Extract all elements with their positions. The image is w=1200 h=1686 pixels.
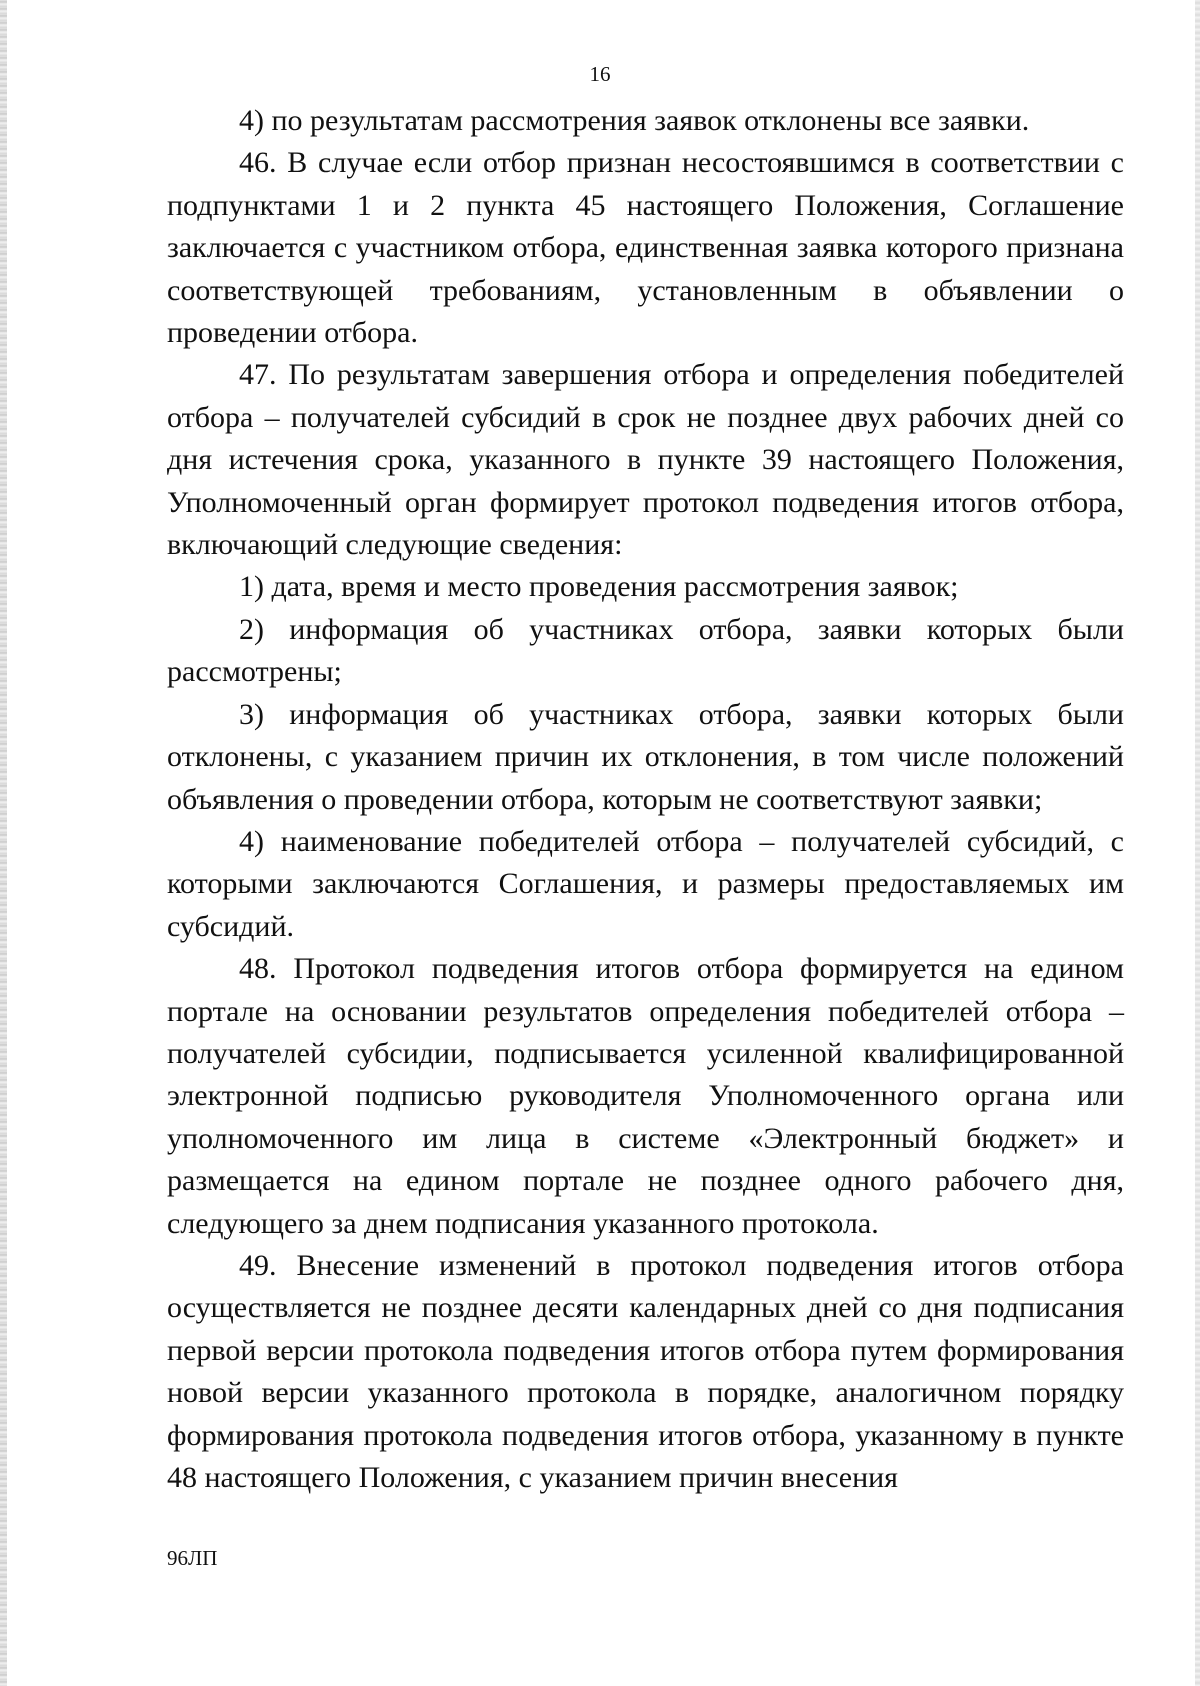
paragraph-47-item-4: 4) наименование победителей отбора – получателей субсидий, с которыми заключаются Соглашения, и размеры предоставляемых им субсидий. — [167, 824, 1124, 943]
paragraph-subitem-4-rejected: 4) по результатам рассмотрения заявок отклонены все заявки. — [239, 104, 1030, 137]
scan-edge-right — [1195, 0, 1200, 1686]
paragraph-47-item-3: 3) информация об участниках отбора, заявки которых были отклонены, с указанием причин их отклонения, в том числе положений объявления о проведении отбора, которым не соответствуют заявки; — [167, 697, 1124, 816]
paragraph-48: 48. Протокол подведения итогов отбора формируется на едином портале на основании результатов определения победителей отбора – получателей субсидии, подписывается усиленной квалифицированной электронной подписью руководителя Уполномоченного органа или уполномоченного им лица в системе «Электронный бюджет» и размещается на едином портале не позднее одного рабочего дня, следующего за днем подписания указанного протокола. — [167, 952, 1124, 1240]
paragraph-49: 49. Внесение изменений в протокол подведения итогов отбора осуществляется не позднее десяти календарных дней со дня подписания первой версии протокола подведения итогов отбора путем формирования новой версии указанного протокола в порядке, аналогичном порядку формирования протокола подведения итогов отбора, указанному в пункте 48 настоящего Положения, с указанием причин внесения — [167, 1248, 1124, 1494]
paragraph-47: 47. По результатам завершения отбора и определения победителей отбора – получателей субсидий в срок не позднее двух рабочих дней со дня истечения срока, указанного в пункте 39 настоящего Положения, Уполномоченный орган формирует протокол подведения итогов отбора, включающий следующие сведения: — [167, 358, 1124, 562]
paragraph-46: 46. В случае если отбор признан несостоявшимся в соответствии с подпунктами 1 и 2 пункта 45 настоящего Положения, Соглашение заключается с участником отбора, единственная заявка которого признана соответствующей требованиям, установленным в объявлении о проведении отбора. — [167, 146, 1124, 350]
scan-edge-left — [0, 0, 7, 1686]
document-body — [167, 100, 1124, 1499]
page-number: 16 — [589, 62, 611, 86]
document-code: 96ЛП — [167, 1546, 218, 1570]
paragraph-47-item-2: 2) информация об участниках отбора, заявки которых были рассмотрены; — [167, 612, 1124, 689]
paragraph-47-item-1: 1) дата, время и место проведения рассмотрения заявок; — [239, 570, 959, 604]
